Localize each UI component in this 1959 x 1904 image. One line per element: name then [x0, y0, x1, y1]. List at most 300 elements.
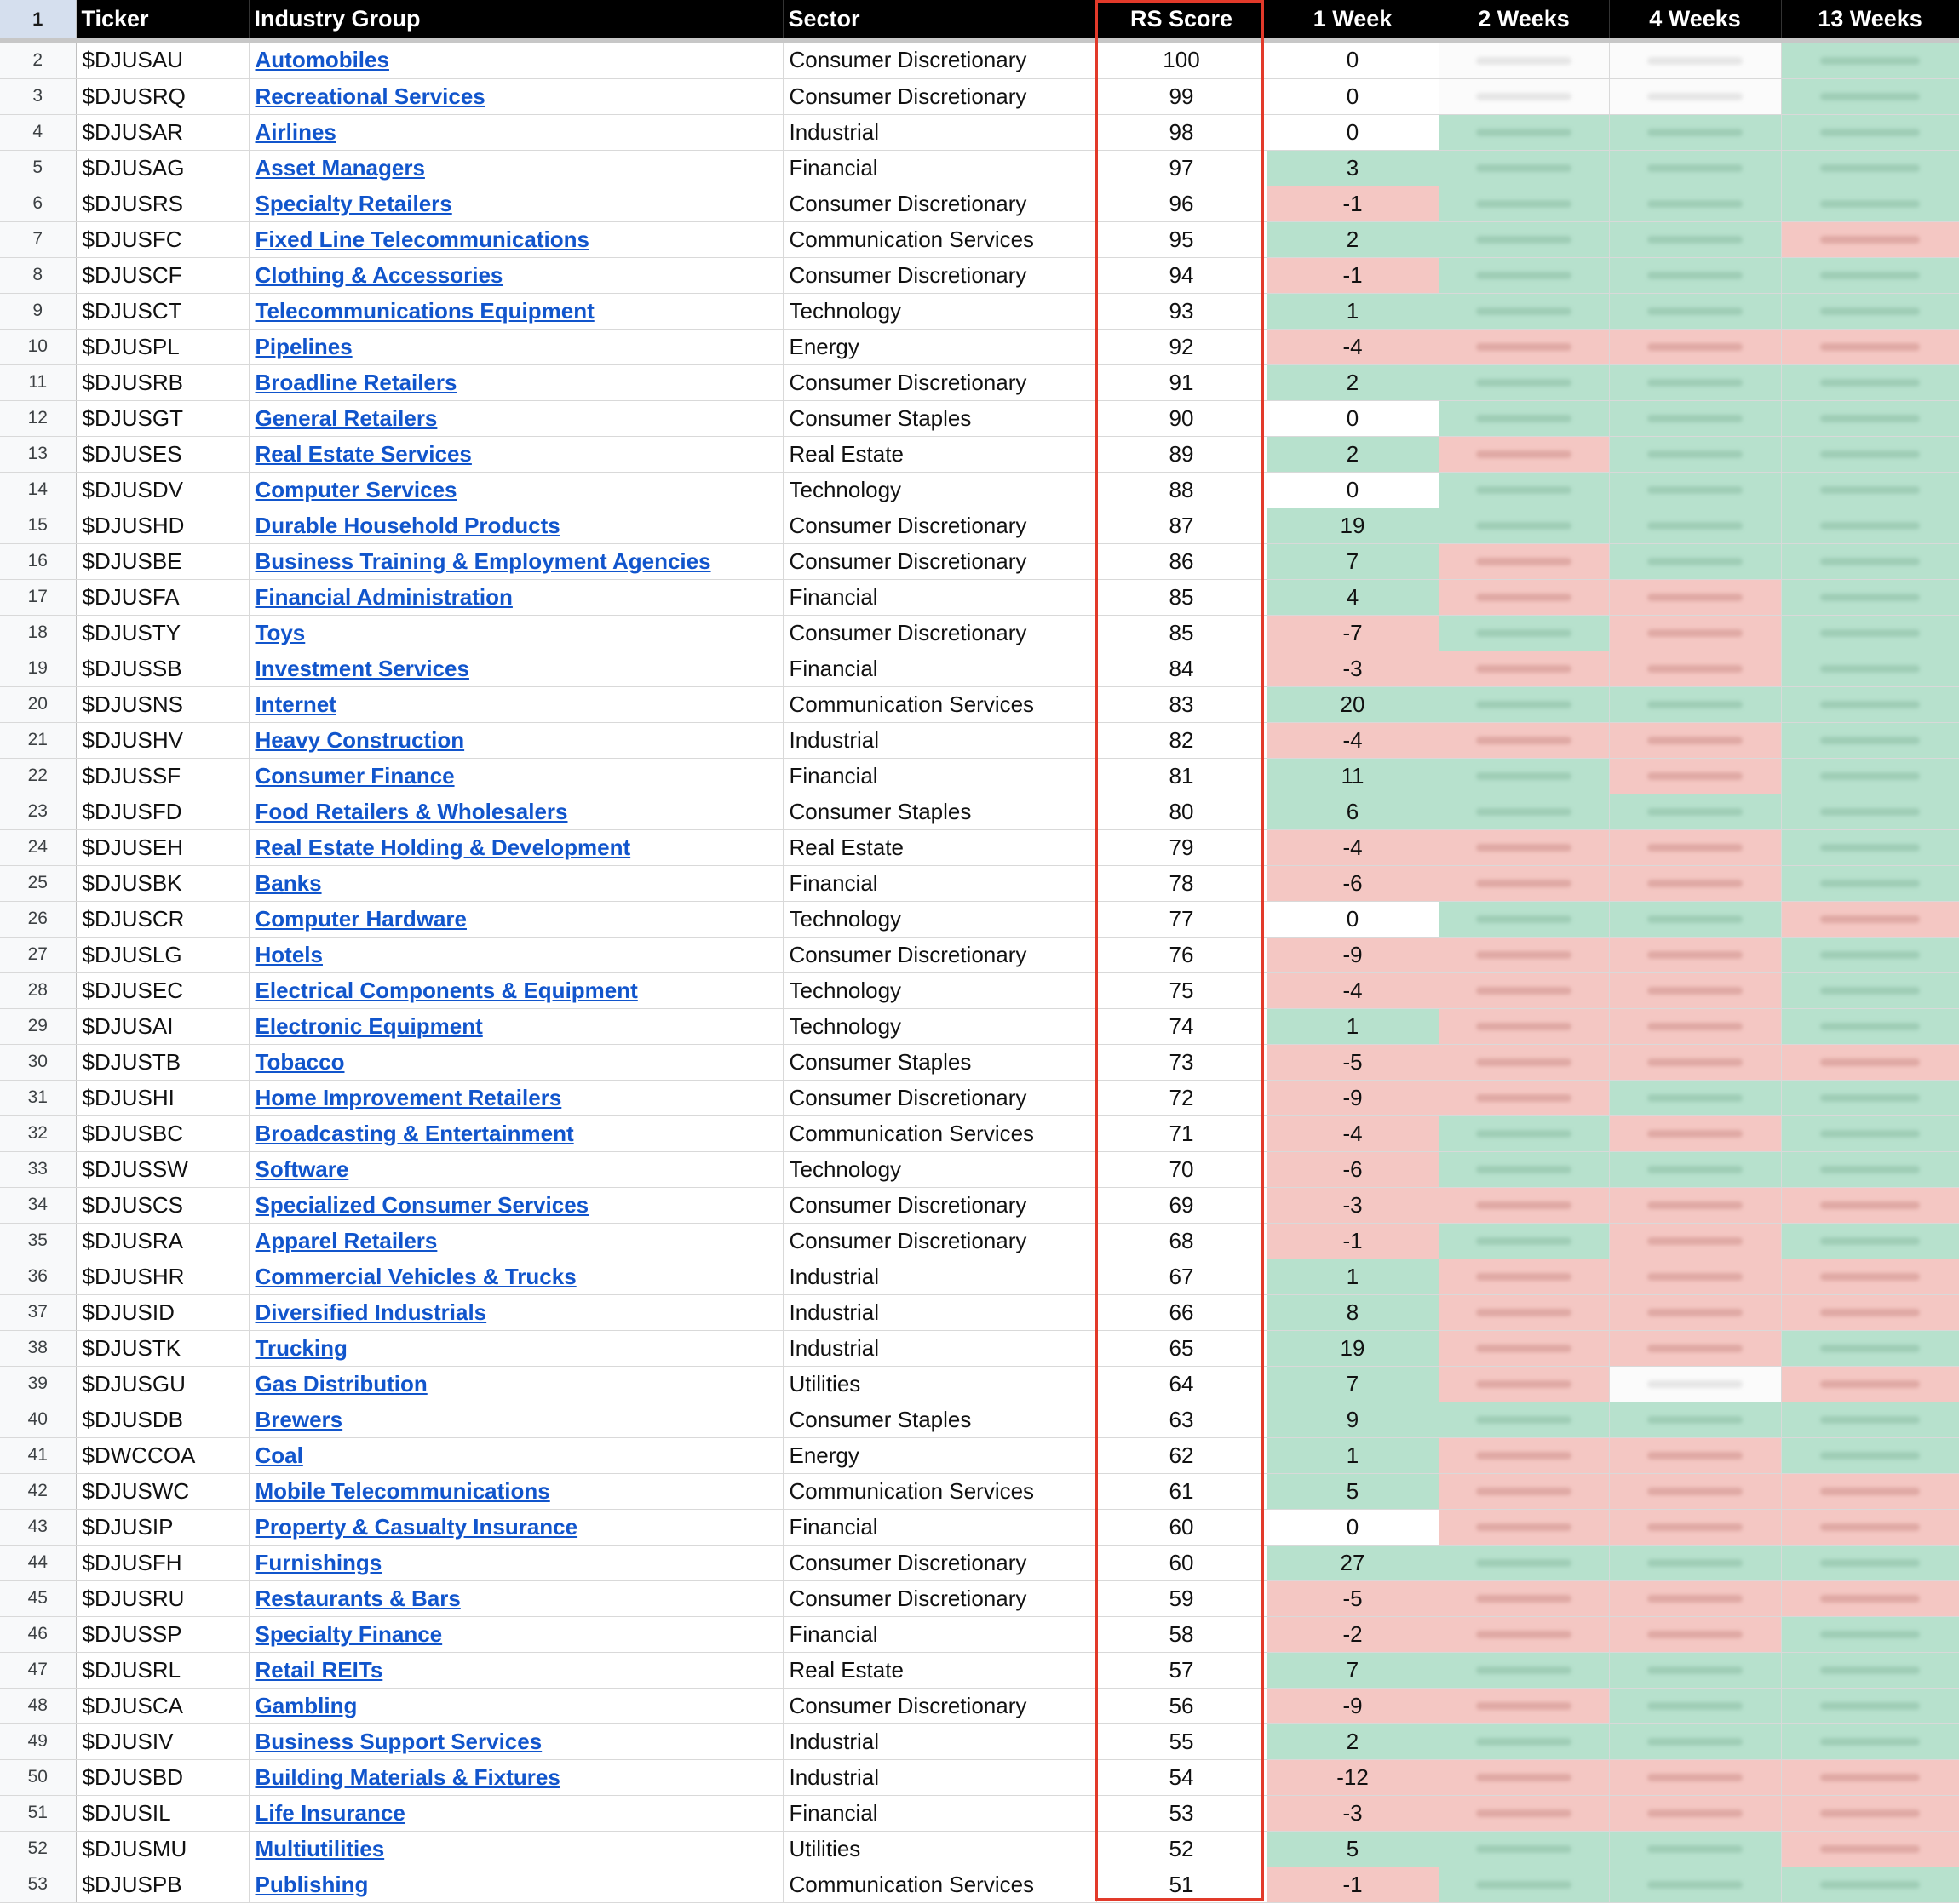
sector-cell[interactable]: Communication Services [783, 1115, 1096, 1151]
week2-blurred-cell[interactable] [1439, 221, 1609, 257]
ticker-cell[interactable]: $DJUSPL [76, 329, 249, 364]
ticker-cell[interactable]: $DJUSCT [76, 293, 249, 329]
sector-cell[interactable]: Industrial [783, 114, 1096, 150]
week2-blurred-cell[interactable] [1439, 722, 1609, 758]
rs-score-cell[interactable]: 64 [1096, 1366, 1267, 1402]
week2-blurred-cell[interactable] [1439, 1366, 1609, 1402]
week1-change-cell[interactable]: -4 [1267, 722, 1439, 758]
industry-group-cell[interactable] [249, 1831, 783, 1867]
rs-score-cell[interactable]: 89 [1096, 436, 1267, 472]
week2-blurred-cell[interactable] [1439, 1080, 1609, 1115]
table-row[interactable] [0, 937, 1959, 972]
sector-cell[interactable]: Financial [783, 758, 1096, 794]
ticker-cell[interactable]: $DJUSEH [76, 829, 249, 865]
industry-group-cell[interactable] [249, 686, 783, 722]
industry-group-link[interactable]: Computer Hardware [255, 905, 467, 932]
table-row[interactable] [0, 43, 1959, 78]
week2-blurred-cell[interactable] [1439, 1723, 1609, 1759]
week2-blurred-cell[interactable] [1439, 293, 1609, 329]
rs-score-cell[interactable]: 92 [1096, 329, 1267, 364]
sector-cell[interactable]: Industrial [783, 1723, 1096, 1759]
ticker-cell[interactable]: $DJUSRB [76, 364, 249, 400]
week13-blurred-cell[interactable] [1781, 436, 1959, 472]
sector-cell[interactable]: Consumer Discretionary [783, 615, 1096, 651]
week2-blurred-cell[interactable] [1439, 1223, 1609, 1259]
week4-blurred-cell[interactable] [1609, 1223, 1781, 1259]
industry-group-cell[interactable] [249, 937, 783, 972]
ticker-cell[interactable]: $DJUSNS [76, 686, 249, 722]
table-row[interactable] [0, 1259, 1959, 1294]
week4-blurred-cell[interactable] [1609, 221, 1781, 257]
rs-score-cell[interactable]: 58 [1096, 1616, 1267, 1652]
week2-blurred-cell[interactable] [1439, 972, 1609, 1008]
week4-blurred-cell[interactable] [1609, 1759, 1781, 1795]
ticker-cell[interactable]: $DJUSHR [76, 1259, 249, 1294]
industry-group-cell[interactable] [249, 364, 783, 400]
sector-cell[interactable]: Financial [783, 865, 1096, 901]
row-number[interactable]: 8 [0, 257, 76, 293]
table-row[interactable] [0, 1545, 1959, 1580]
week13-blurred-cell[interactable] [1781, 78, 1959, 114]
row-number[interactable]: 30 [0, 1044, 76, 1080]
table-row[interactable] [0, 221, 1959, 257]
rs-score-cell[interactable]: 62 [1096, 1437, 1267, 1473]
row-number[interactable]: 45 [0, 1580, 76, 1616]
rs-score-cell[interactable]: 75 [1096, 972, 1267, 1008]
rs-score-cell[interactable]: 88 [1096, 472, 1267, 508]
row-number[interactable]: 49 [0, 1723, 76, 1759]
table-row[interactable] [0, 865, 1959, 901]
row-number[interactable]: 44 [0, 1545, 76, 1580]
industry-group-link[interactable]: Furnishings [255, 1549, 382, 1575]
industry-group-cell[interactable] [249, 1723, 783, 1759]
week13-blurred-cell[interactable] [1781, 1867, 1959, 1902]
row-number[interactable]: 16 [0, 543, 76, 579]
ticker-cell[interactable]: $DJUSBK [76, 865, 249, 901]
week1-change-cell[interactable]: 7 [1267, 1366, 1439, 1402]
rs-score-cell[interactable]: 100 [1096, 43, 1267, 78]
industry-group-cell[interactable] [249, 1080, 783, 1115]
sector-cell[interactable]: Financial [783, 1616, 1096, 1652]
row-number[interactable]: 5 [0, 150, 76, 186]
industry-group-cell[interactable] [249, 329, 783, 364]
week13-blurred-cell[interactable] [1781, 579, 1959, 615]
week13-column-header[interactable]: 13 Weeks [1781, 0, 1959, 38]
week2-blurred-cell[interactable] [1439, 186, 1609, 221]
week1-change-cell[interactable]: -7 [1267, 615, 1439, 651]
row-number[interactable]: 22 [0, 758, 76, 794]
sector-cell[interactable]: Consumer Discretionary [783, 1545, 1096, 1580]
row-number[interactable]: 42 [0, 1473, 76, 1509]
industry-group-cell[interactable] [249, 400, 783, 436]
week4-blurred-cell[interactable] [1609, 508, 1781, 543]
week13-blurred-cell[interactable] [1781, 794, 1959, 829]
week2-blurred-cell[interactable] [1439, 436, 1609, 472]
week13-blurred-cell[interactable] [1781, 43, 1959, 78]
week13-blurred-cell[interactable] [1781, 364, 1959, 400]
ticker-cell[interactable]: $DJUSMU [76, 1831, 249, 1867]
ticker-cell[interactable]: $DJUSFA [76, 579, 249, 615]
row-number[interactable]: 10 [0, 329, 76, 364]
ticker-cell[interactable]: $DJUSIV [76, 1723, 249, 1759]
rs-score-cell[interactable]: 81 [1096, 758, 1267, 794]
ticker-cell[interactable]: $DJUSCF [76, 257, 249, 293]
week1-change-cell[interactable]: 19 [1267, 1330, 1439, 1366]
industry-group-cell[interactable] [249, 1580, 783, 1616]
industry-group-cell[interactable] [249, 1294, 783, 1330]
week13-blurred-cell[interactable] [1781, 1831, 1959, 1867]
industry-group-cell[interactable] [249, 508, 783, 543]
ticker-cell[interactable]: $DJUSFC [76, 221, 249, 257]
industry-group-cell[interactable] [249, 436, 783, 472]
industry-group-cell[interactable] [249, 651, 783, 686]
rs-score-cell[interactable]: 60 [1096, 1509, 1267, 1545]
week13-blurred-cell[interactable] [1781, 472, 1959, 508]
rs-score-column-header[interactable]: RS Score [1096, 0, 1267, 38]
ticker-cell[interactable]: $DJUSFD [76, 794, 249, 829]
row-number[interactable]: 21 [0, 722, 76, 758]
week2-blurred-cell[interactable] [1439, 901, 1609, 937]
row-number[interactable]: 2 [0, 43, 76, 78]
week1-change-cell[interactable]: -4 [1267, 829, 1439, 865]
sector-cell[interactable]: Consumer Discretionary [783, 1187, 1096, 1223]
week2-blurred-cell[interactable] [1439, 114, 1609, 150]
week2-blurred-cell[interactable] [1439, 1759, 1609, 1795]
week13-blurred-cell[interactable] [1781, 1545, 1959, 1580]
table-row[interactable] [0, 972, 1959, 1008]
ticker-cell[interactable]: $DJUSAU [76, 43, 249, 78]
sector-cell[interactable]: Real Estate [783, 829, 1096, 865]
sector-cell[interactable]: Consumer Discretionary [783, 186, 1096, 221]
week2-blurred-cell[interactable] [1439, 937, 1609, 972]
row-number[interactable]: 50 [0, 1759, 76, 1795]
row-number[interactable]: 53 [0, 1867, 76, 1902]
industry-group-cell[interactable] [249, 1115, 783, 1151]
row-number[interactable]: 38 [0, 1330, 76, 1366]
week2-blurred-cell[interactable] [1439, 1151, 1609, 1187]
week13-blurred-cell[interactable] [1781, 1402, 1959, 1437]
week13-blurred-cell[interactable] [1781, 1008, 1959, 1044]
week4-blurred-cell[interactable] [1609, 364, 1781, 400]
week1-change-cell[interactable]: -4 [1267, 972, 1439, 1008]
week4-blurred-cell[interactable] [1609, 1008, 1781, 1044]
week1-change-cell[interactable]: 0 [1267, 1509, 1439, 1545]
ticker-cell[interactable]: $DJUSDB [76, 1402, 249, 1437]
industry-group-link[interactable]: Business Support Services [255, 1728, 543, 1754]
ticker-cell[interactable]: $DJUSBE [76, 543, 249, 579]
week13-blurred-cell[interactable] [1781, 1080, 1959, 1115]
industry-group-cell[interactable] [249, 1151, 783, 1187]
sector-cell[interactable]: Industrial [783, 1759, 1096, 1795]
week4-blurred-cell[interactable] [1609, 865, 1781, 901]
rs-score-cell[interactable]: 55 [1096, 1723, 1267, 1759]
industry-group-link[interactable]: Business Training & Employment Agencies [255, 548, 711, 574]
industry-group-cell[interactable] [249, 221, 783, 257]
week2-blurred-cell[interactable] [1439, 1294, 1609, 1330]
rs-score-cell[interactable]: 79 [1096, 829, 1267, 865]
sector-cell[interactable]: Industrial [783, 1330, 1096, 1366]
week2-blurred-cell[interactable] [1439, 1437, 1609, 1473]
ticker-cell[interactable]: $DJUSIP [76, 1509, 249, 1545]
sector-cell[interactable]: Real Estate [783, 1652, 1096, 1688]
industry-group-cell[interactable] [249, 1509, 783, 1545]
rs-score-cell[interactable]: 59 [1096, 1580, 1267, 1616]
week2-blurred-cell[interactable] [1439, 1044, 1609, 1080]
row-number[interactable]: 17 [0, 579, 76, 615]
week1-change-cell[interactable]: -6 [1267, 865, 1439, 901]
table-row[interactable] [0, 1402, 1959, 1437]
sector-cell[interactable]: Communication Services [783, 1867, 1096, 1902]
week13-blurred-cell[interactable] [1781, 937, 1959, 972]
sector-column-header[interactable]: Sector [783, 0, 1096, 38]
sector-cell[interactable]: Financial [783, 1509, 1096, 1545]
sector-cell[interactable]: Technology [783, 472, 1096, 508]
week1-change-cell[interactable]: 5 [1267, 1831, 1439, 1867]
week1-change-cell[interactable]: 1 [1267, 293, 1439, 329]
ticker-cell[interactable]: $DJUSTK [76, 1330, 249, 1366]
rs-score-cell[interactable]: 54 [1096, 1759, 1267, 1795]
week2-blurred-cell[interactable] [1439, 1330, 1609, 1366]
table-row[interactable] [0, 1044, 1959, 1080]
week2-blurred-cell[interactable] [1439, 1580, 1609, 1616]
row-number[interactable]: 41 [0, 1437, 76, 1473]
industry-group-cell[interactable] [249, 579, 783, 615]
week4-blurred-cell[interactable] [1609, 1366, 1781, 1402]
industry-group-link[interactable]: Specialty Retailers [255, 190, 452, 216]
rs-score-cell[interactable]: 96 [1096, 186, 1267, 221]
ticker-cell[interactable]: $DJUSCS [76, 1187, 249, 1223]
row-number[interactable]: 31 [0, 1080, 76, 1115]
ticker-cell[interactable]: $DJUSCA [76, 1688, 249, 1723]
week2-blurred-cell[interactable] [1439, 78, 1609, 114]
industry-group-link[interactable]: Specialty Finance [255, 1620, 443, 1647]
week2-blurred-cell[interactable] [1439, 1473, 1609, 1509]
industry-group-cell[interactable] [249, 829, 783, 865]
table-row[interactable] [0, 1223, 1959, 1259]
week4-blurred-cell[interactable] [1609, 1080, 1781, 1115]
sector-cell[interactable]: Energy [783, 329, 1096, 364]
rs-score-cell[interactable]: 85 [1096, 579, 1267, 615]
industry-group-link[interactable]: Diversified Industrials [255, 1299, 487, 1325]
industry-group-link[interactable]: Retail REITs [255, 1656, 383, 1683]
row-number[interactable]: 47 [0, 1652, 76, 1688]
rs-score-cell[interactable]: 84 [1096, 651, 1267, 686]
industry-group-link[interactable]: Recreational Services [255, 83, 485, 109]
ticker-cell[interactable]: $DJUSRS [76, 186, 249, 221]
week13-blurred-cell[interactable] [1781, 1652, 1959, 1688]
week1-change-cell[interactable]: 2 [1267, 436, 1439, 472]
week2-blurred-cell[interactable] [1439, 1402, 1609, 1437]
row-number[interactable]: 48 [0, 1688, 76, 1723]
industry-group-link[interactable]: Coal [255, 1442, 303, 1468]
industry-group-link[interactable]: Broadcasting & Entertainment [255, 1120, 574, 1146]
industry-group-cell[interactable] [249, 1795, 783, 1831]
sector-cell[interactable]: Technology [783, 1008, 1096, 1044]
row-number[interactable]: 15 [0, 508, 76, 543]
table-row[interactable] [0, 293, 1959, 329]
industry-group-link[interactable]: Toys [255, 619, 306, 645]
week2-blurred-cell[interactable] [1439, 1795, 1609, 1831]
row-number[interactable]: 32 [0, 1115, 76, 1151]
sector-cell[interactable]: Consumer Discretionary [783, 78, 1096, 114]
industry-group-link[interactable]: Durable Household Products [255, 512, 560, 538]
week4-blurred-cell[interactable] [1609, 1044, 1781, 1080]
rs-score-cell[interactable]: 78 [1096, 865, 1267, 901]
industry-group-link[interactable]: Home Improvement Retailers [255, 1084, 562, 1110]
week2-blurred-cell[interactable] [1439, 1008, 1609, 1044]
week4-blurred-cell[interactable] [1609, 615, 1781, 651]
row-number[interactable]: 40 [0, 1402, 76, 1437]
industry-group-cell[interactable] [249, 1330, 783, 1366]
table-row[interactable] [0, 436, 1959, 472]
week13-blurred-cell[interactable] [1781, 1366, 1959, 1402]
week1-change-cell[interactable]: 0 [1267, 43, 1439, 78]
row-number[interactable]: 34 [0, 1187, 76, 1223]
industry-group-cell[interactable] [249, 543, 783, 579]
rs-score-cell[interactable]: 83 [1096, 686, 1267, 722]
week4-blurred-cell[interactable] [1609, 579, 1781, 615]
industry-group-link[interactable]: Telecommunications Equipment [255, 297, 595, 324]
rs-score-cell[interactable]: 85 [1096, 615, 1267, 651]
row-number[interactable]: 12 [0, 400, 76, 436]
week2-blurred-cell[interactable] [1439, 1616, 1609, 1652]
week2-blurred-cell[interactable] [1439, 508, 1609, 543]
rs-score-cell[interactable]: 98 [1096, 114, 1267, 150]
sector-cell[interactable]: Utilities [783, 1831, 1096, 1867]
week2-blurred-cell[interactable] [1439, 829, 1609, 865]
industry-group-cell[interactable] [249, 186, 783, 221]
ticker-cell[interactable]: $DJUSGU [76, 1366, 249, 1402]
week2-blurred-cell[interactable] [1439, 1831, 1609, 1867]
rs-score-cell[interactable]: 56 [1096, 1688, 1267, 1723]
row-number[interactable]: 36 [0, 1259, 76, 1294]
week1-change-cell[interactable]: -9 [1267, 1688, 1439, 1723]
ticker-cell[interactable]: $DJUSRU [76, 1580, 249, 1616]
row-number[interactable]: 3 [0, 78, 76, 114]
industry-group-cell[interactable] [249, 1008, 783, 1044]
industry-group-cell[interactable] [249, 972, 783, 1008]
week1-column-header[interactable]: 1 Week [1267, 0, 1439, 38]
week2-column-header[interactable]: 2 Weeks [1439, 0, 1609, 38]
ticker-cell[interactable]: $DJUSBC [76, 1115, 249, 1151]
ticker-cell[interactable]: $DJUSAI [76, 1008, 249, 1044]
table-row[interactable] [0, 722, 1959, 758]
week1-change-cell[interactable]: 0 [1267, 114, 1439, 150]
table-row[interactable] [0, 1759, 1959, 1795]
week2-blurred-cell[interactable] [1439, 400, 1609, 436]
table-row[interactable] [0, 400, 1959, 436]
industry-group-link[interactable]: Electrical Components & Equipment [255, 977, 638, 1003]
week13-blurred-cell[interactable] [1781, 329, 1959, 364]
week1-change-cell[interactable]: -9 [1267, 937, 1439, 972]
week4-blurred-cell[interactable] [1609, 1509, 1781, 1545]
rs-score-cell[interactable]: 68 [1096, 1223, 1267, 1259]
week2-blurred-cell[interactable] [1439, 579, 1609, 615]
industry-group-cell[interactable] [249, 901, 783, 937]
week4-blurred-cell[interactable] [1609, 1867, 1781, 1902]
industry-group-cell[interactable] [249, 1616, 783, 1652]
week13-blurred-cell[interactable] [1781, 1294, 1959, 1330]
industry-group-link[interactable]: Automobiles [255, 47, 389, 73]
row-number[interactable]: 18 [0, 615, 76, 651]
sector-cell[interactable]: Technology [783, 901, 1096, 937]
week13-blurred-cell[interactable] [1781, 1759, 1959, 1795]
rs-score-cell[interactable]: 76 [1096, 937, 1267, 972]
industry-group-cell[interactable] [249, 794, 783, 829]
week4-blurred-cell[interactable] [1609, 400, 1781, 436]
week1-change-cell[interactable]: 5 [1267, 1473, 1439, 1509]
rs-score-cell[interactable]: 97 [1096, 150, 1267, 186]
week1-change-cell[interactable]: -1 [1267, 1223, 1439, 1259]
week2-blurred-cell[interactable] [1439, 1545, 1609, 1580]
week1-change-cell[interactable]: -2 [1267, 1616, 1439, 1652]
week1-change-cell[interactable]: -3 [1267, 1187, 1439, 1223]
week4-blurred-cell[interactable] [1609, 1652, 1781, 1688]
industry-group-link[interactable]: Electronic Equipment [255, 1012, 483, 1039]
rs-score-cell[interactable]: 73 [1096, 1044, 1267, 1080]
ticker-cell[interactable]: $DJUSSF [76, 758, 249, 794]
ticker-cell[interactable]: $DJUSSB [76, 651, 249, 686]
industry-group-link[interactable]: Specialized Consumer Services [255, 1191, 589, 1218]
row-number[interactable]: 27 [0, 937, 76, 972]
sector-cell[interactable]: Consumer Staples [783, 1402, 1096, 1437]
industry-group-cell[interactable] [249, 1223, 783, 1259]
sector-cell[interactable]: Consumer Staples [783, 794, 1096, 829]
week13-blurred-cell[interactable] [1781, 186, 1959, 221]
ticker-cell[interactable]: $DJUSID [76, 1294, 249, 1330]
week2-blurred-cell[interactable] [1439, 758, 1609, 794]
sector-cell[interactable]: Consumer Staples [783, 400, 1096, 436]
ticker-cell[interactable]: $DJUSFH [76, 1545, 249, 1580]
week4-blurred-cell[interactable] [1609, 1294, 1781, 1330]
ticker-cell[interactable]: $DJUSBD [76, 1759, 249, 1795]
week13-blurred-cell[interactable] [1781, 615, 1959, 651]
rs-score-cell[interactable]: 86 [1096, 543, 1267, 579]
week1-change-cell[interactable]: 0 [1267, 400, 1439, 436]
week1-change-cell[interactable]: 7 [1267, 543, 1439, 579]
week2-blurred-cell[interactable] [1439, 1652, 1609, 1688]
rs-score-cell[interactable]: 53 [1096, 1795, 1267, 1831]
week2-blurred-cell[interactable] [1439, 150, 1609, 186]
row-number[interactable]: 25 [0, 865, 76, 901]
week2-blurred-cell[interactable] [1439, 1115, 1609, 1151]
week4-blurred-cell[interactable] [1609, 150, 1781, 186]
industry-group-link[interactable]: Apparel Retailers [255, 1227, 438, 1253]
week1-change-cell[interactable]: -3 [1267, 651, 1439, 686]
table-row[interactable] [0, 508, 1959, 543]
industry-group-link[interactable]: Trucking [255, 1334, 348, 1361]
industry-group-link[interactable]: Mobile Telecommunications [255, 1477, 550, 1504]
sector-cell[interactable]: Industrial [783, 1294, 1096, 1330]
week1-change-cell[interactable]: 19 [1267, 508, 1439, 543]
industry-group-link[interactable]: Consumer Finance [255, 762, 455, 789]
sector-cell[interactable]: Technology [783, 1151, 1096, 1187]
week13-blurred-cell[interactable] [1781, 1509, 1959, 1545]
industry-group-cell[interactable] [249, 257, 783, 293]
industry-group-link[interactable]: Banks [255, 869, 322, 896]
week13-blurred-cell[interactable] [1781, 1795, 1959, 1831]
week4-blurred-cell[interactable] [1609, 1795, 1781, 1831]
industry-group-cell[interactable] [249, 615, 783, 651]
week4-blurred-cell[interactable] [1609, 1151, 1781, 1187]
rs-score-cell[interactable]: 51 [1096, 1867, 1267, 1902]
sector-cell[interactable]: Technology [783, 972, 1096, 1008]
ticker-cell[interactable]: $DJUSHV [76, 722, 249, 758]
week13-blurred-cell[interactable] [1781, 1616, 1959, 1652]
ticker-cell[interactable]: $DJUSRA [76, 1223, 249, 1259]
rs-score-cell[interactable]: 69 [1096, 1187, 1267, 1223]
week13-blurred-cell[interactable] [1781, 1580, 1959, 1616]
